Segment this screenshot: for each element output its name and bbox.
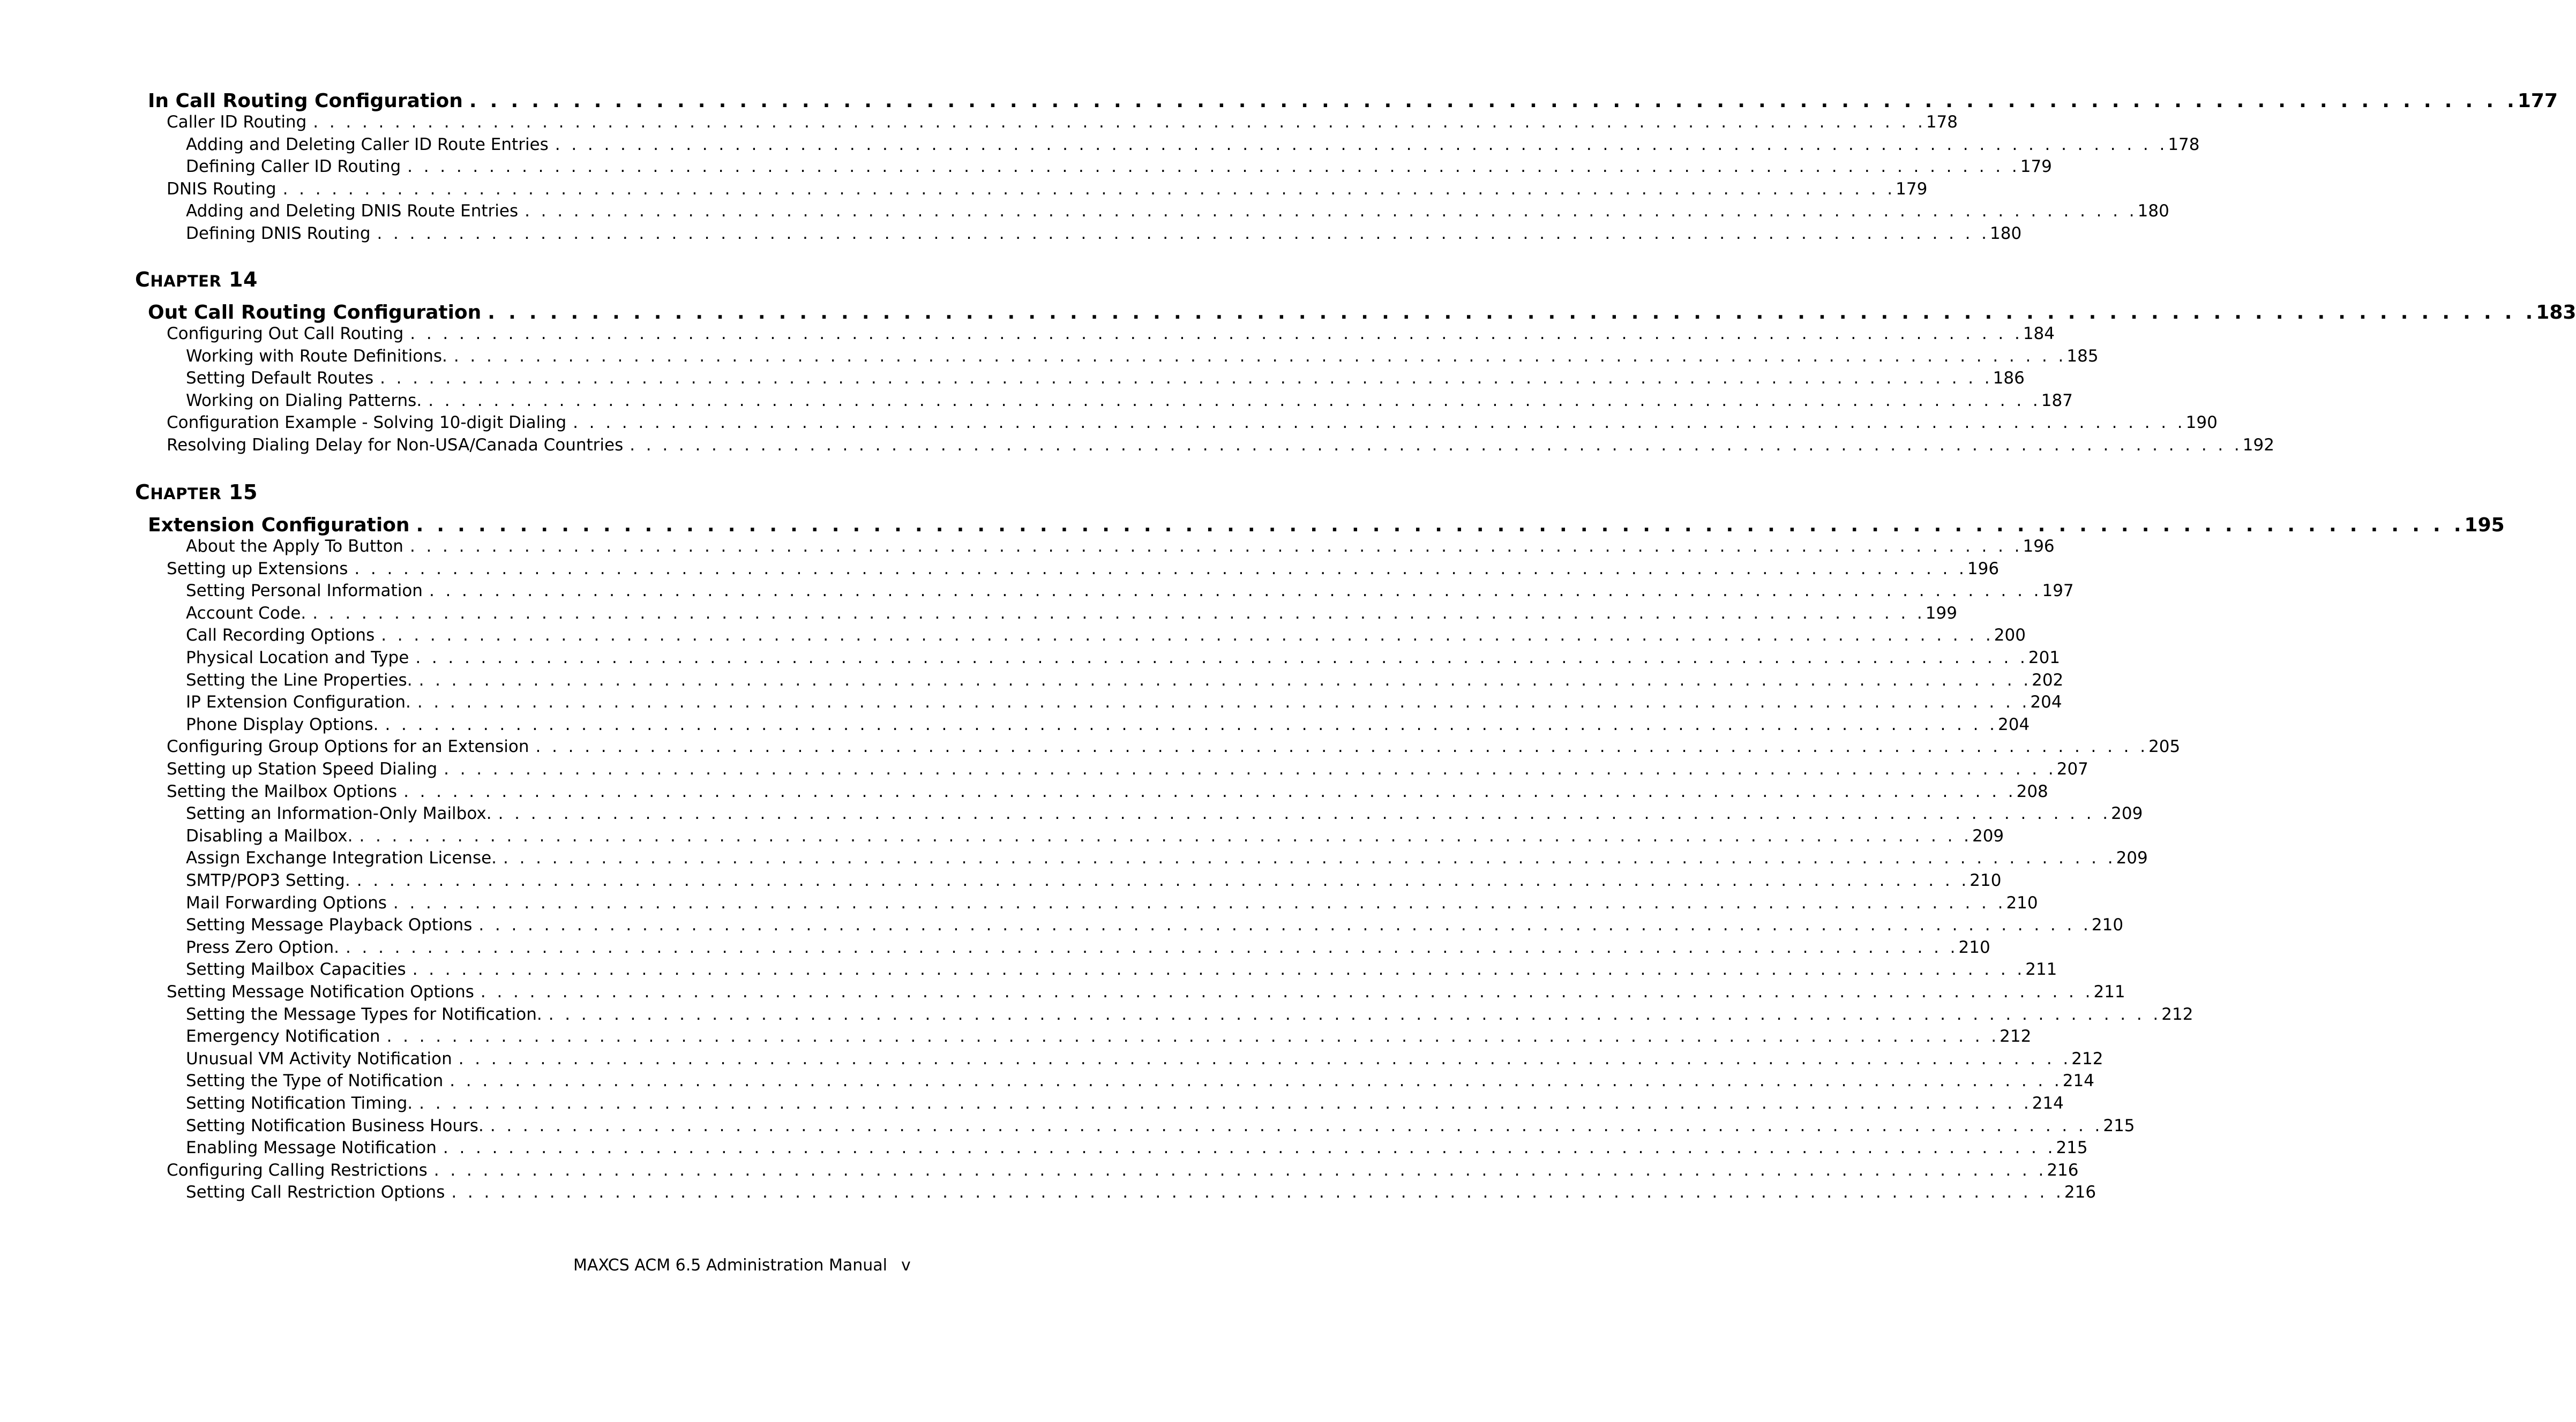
toc-section-entry-title: Setting Message Notification Options [167, 982, 474, 1002]
toc-subsection-entry-page-number: 216 [2064, 1183, 2096, 1202]
toc-subsection-entry-page-number: 197 [2042, 581, 2074, 601]
toc-subsection-entry-title: Phone Display Options. [186, 714, 379, 734]
toc-subsection-entry-page-number: 210 [2006, 893, 2038, 913]
chapter-title-entry[interactable] [148, 90, 2558, 112]
toc-subsection-entry-page-number: 202 [2032, 670, 2064, 690]
toc-subsection-entry-page-number: 209 [1972, 826, 2004, 846]
dot-leader: . . . . . . . . . . . . . . . . . . . . . . . . . . . . . . . . . . . . . . . . . . . . . . . . . . . . . . . . . . . . . . . . . . . . . . . . . . . . . . . . . . . . . . . . . . . . . . . . . . . [428, 390, 2038, 410]
toc-subsection-entry[interactable] [186, 871, 2002, 890]
chapter-title-entry[interactable] [148, 302, 2576, 323]
toc-section-entry-page-number: 211 [2093, 982, 2125, 1002]
dot-leader: . . . . . . . . . . . . . . . . . . . . . . . . . . . . . . . . . . . . . . . . . . . . . . . . . . . . . . . . . . . . . . . . . . . . . . . . . . . . . . . . . . . . . . . . . . . . . . . . . . . [393, 893, 2003, 913]
toc-subsection-entry[interactable] [186, 1094, 2064, 1113]
dot-leader: . . . . . . . . . . . . . . . . . . . . . . . . . . . . . . . . . . . . . . . . . . . . . . . . . . . . . . . . . . . . . . . . . . . . . . . . . . . . . . . . . . . . . . . . . . . . . . . . . . . [450, 1071, 2060, 1091]
chapter-label [135, 480, 258, 504]
toc-section-entry-title: Caller ID Routing [167, 112, 307, 132]
dot-leader: . . . . . . . . . . . . . . . . . . . . . . . . . . . . . . . . . . . . . . . . . . . . . . . . . . . . . . . . . . . . . . . . . . . . . . . . . . . . . . . . . . . . . . . . . . . . . . . . . . . [385, 714, 1995, 734]
toc-subsection-entry[interactable] [186, 937, 1990, 957]
toc-subsection-entry-title: Disabling a Mailbox. [186, 826, 353, 846]
toc-subsection-entry-page-number: 204 [2030, 693, 2062, 712]
toc-subsection-entry-title: Working with Route Definitions. [186, 346, 447, 366]
toc-subsection-entry[interactable] [186, 626, 2026, 645]
toc-subsection-entry[interactable] [186, 960, 2057, 980]
toc-subsection-entry[interactable] [186, 603, 1957, 623]
toc-subsection-entry[interactable] [186, 581, 2074, 601]
chapter-label [135, 268, 258, 291]
dot-leader: . . . . . . . . . . . . . . . . . . . . . . . . . . . . . . . . . . . . . . . . . . . . . . . . . . . . . . . . . . . . . . . . . . . . . . . . . . . . . . . . . . . . . . . . . . . . . . . . . . . [453, 346, 2064, 366]
dot-leader: . . . . . . . . . . . . . . . . . . . . . . . . . . . . . . . . . . . . . . . . . . . . . . . . . . . . . . . . . . . . . . . . . . . . . . . . . . . . . . . . . . . . . . . . . . . . . . . . . . . [282, 179, 1893, 199]
toc-subsection-entry[interactable] [186, 346, 2099, 366]
dot-leader: . . . . . . . . . . . . . . . . . . . . . . . . . . . . . . . . . . . . . . . . . . . . . . . . . . . . . . . . . . . . . . . . . . . . . . . . . . . . . . . . . . . . . . . . . . . . . . . . . . . [409, 537, 2020, 556]
dot-leader: . . . . . . . . . . . . . . . . . . . . . . . . . . . . . . . . . . . . . . . . . . . . . . . . . . . . . . . . . . . . . . . . . . . . . . . . . . . . . . . . . . . . . . . . . . . . . . . . . . . [380, 368, 1990, 388]
toc-subsection-entry[interactable] [186, 201, 2169, 221]
toc-subsection-entry[interactable] [186, 134, 2200, 154]
toc-subsection-entry[interactable] [186, 1116, 2135, 1135]
toc-subsection-entry-page-number: 180 [2137, 201, 2169, 221]
dot-leader: . . . . . . . . . . . . . . . . . . . . . . . . . . . . . . . . . . . . . . . . . . . . . . . . . . . . . . . . . . . . . . . . . . . . . . . . . . . . . . . . . . . . . . . . . . . . . . . . . . . [535, 737, 2146, 757]
toc-subsection-entry[interactable] [186, 714, 2030, 734]
toc-subsection-entry-page-number: 214 [2032, 1094, 2064, 1113]
toc-subsection-entry[interactable] [186, 1004, 2193, 1024]
toc-subsection-entry[interactable] [186, 390, 2073, 410]
toc-subsection-entry-page-number: 201 [2028, 648, 2061, 667]
dot-leader: . . . . . . . . . . . . . . . . . . . . . . . . . . . . . . . . . . . . . . . . . . . . . . . . . . . . . . . . . . . . . . . . . . . . . . . . . . . . . . . . . . . . . . . . . . . . . . . . . . . [415, 648, 2025, 667]
toc-subsection-entry-title: Adding and Deleting Caller ID Route Entries [186, 134, 549, 154]
dot-leader: . . . . . . . . . . . . . . . . . . . . . . . . . . . . . . . . . . . . . . . . . . . . . . . . . . . . . . . . . . . . . . . . . . . . . . . . . . . . . . . . . . . . . . . . . . . . . . . . . . . [354, 559, 1964, 578]
dot-leader: . . . . . . . . . . . . . . . . . . . . . . . . . . . . . . . . . . . . . . . . . . . . . . . . . . . . . . . . . . . . . . . . . . . . . . . . . . . . . . . . . . . . . . . . . . . . . . . . . . . [469, 90, 2514, 112]
dot-leader: . . . . . . . . . . . . . . . . . . . . . . . . . . . . . . . . . . . . . . . . . . . . . . . . . . . . . . . . . . . . . . . . . . . . . . . . . . . . . . . . . . . . . . . . . . . . . . . . . . . [312, 603, 1922, 623]
toc-subsection-entry-page-number: 209 [2111, 804, 2143, 824]
toc-subsection-entry[interactable] [186, 1027, 2032, 1047]
toc-subsection-entry-page-number: 204 [1998, 714, 2030, 734]
dot-leader: . . . . . . . . . . . . . . . . . . . . . . . . . . . . . . . . . . . . . . . . . . . . . . . . . . . . . . . . . . . . . . . . . . . . . . . . . . . . . . . . . . . . . . . . . . . . . . . . . . . [419, 1094, 2029, 1113]
toc-subsection-entry-title: Setting the Line Properties. [186, 670, 413, 690]
toc-subsection-entry[interactable] [186, 1049, 2103, 1069]
dot-leader: . . . . . . . . . . . . . . . . . . . . . . . . . . . . . . . . . . . . . . . . . . . . . . . . . . . . . . . . . . . . . . . . . . . . . . . . . . . . . . . . . . . . . . . . . . . . . . . . . . . [433, 1160, 2044, 1180]
chapter-title-entry-page-number: 183 [2536, 302, 2576, 323]
toc-subsection-entry[interactable] [186, 848, 2148, 868]
toc-subsection-entry[interactable] [186, 648, 2061, 667]
toc-section-entry[interactable] [167, 324, 2055, 343]
toc-section-entry[interactable] [167, 759, 2088, 779]
toc-subsection-entry-title: Setting an Information-Only Mailbox. [186, 804, 492, 824]
chapter-title-entry[interactable] [148, 514, 2505, 536]
toc-section-entry-page-number: 192 [2242, 435, 2274, 455]
dot-leader: . . . . . . . . . . . . . . . . . . . . . . . . . . . . . . . . . . . . . . . . . . . . . . . . . . . . . . . . . . . . . . . . . . . . . . . . . . . . . . . . . . . . . . . . . . . . . . . . . . . [443, 1138, 2053, 1158]
dot-leader: . . . . . . . . . . . . . . . . . . . . . . . . . . . . . . . . . . . . . . . . . . . . . . . . . . . . . . . . . . . . . . . . . . . . . . . . . . . . . . . . . . . . . . . . . . . . . . . . . . . [630, 435, 2240, 455]
toc-section-entry[interactable] [167, 413, 2218, 433]
toc-subsection-entry[interactable] [186, 915, 2124, 935]
toc-subsection-entry-page-number: 185 [2066, 346, 2099, 366]
toc-subsection-entry-page-number: 212 [2161, 1004, 2193, 1024]
chapter-label-initial: C [135, 268, 151, 291]
toc-section-entry-title: Configuring Calling Restrictions [167, 1160, 428, 1180]
toc-section-entry[interactable] [167, 781, 2048, 801]
dot-leader: . . . . . . . . . . . . . . . . . . . . . . . . . . . . . . . . . . . . . . . . . . . . . . . . . . . . . . . . . . . . . . . . . . . . . . . . . . . . . . . . . . . . . . . . . . . . . . . . . . . [488, 302, 2533, 323]
dot-leader: . . . . . . . . . . . . . . . . . . . . . . . . . . . . . . . . . . . . . . . . . . . . . . . . . . . . . . . . . . . . . . . . . . . . . . . . . . . . . . . . . . . . . . . . . . . . . . . . . . . [490, 1116, 2100, 1135]
toc-section-entry-title: Resolving Dialing Delay for Non-USA/Canada Countries [167, 435, 624, 455]
toc-subsection-entry-page-number: 187 [2041, 390, 2073, 410]
toc-subsection-entry-page-number: 212 [2071, 1049, 2103, 1069]
chapter-title-entry-page-number: 177 [2517, 90, 2558, 112]
toc-section-entry-title: Configuring Out Call Routing [167, 324, 404, 343]
toc-subsection-entry-page-number: 215 [2103, 1116, 2135, 1135]
dot-leader: . . . . . . . . . . . . . . . . . . . . . . . . . . . . . . . . . . . . . . . . . . . . . . . . . . . . . . . . . . . . . . . . . . . . . . . . . . . . . . . . . . . . . . . . . . . . . . . . . . . [345, 937, 1956, 957]
toc-subsection-entry-title: Setting the Message Types for Notification. [186, 1004, 542, 1024]
toc-section-entry[interactable] [167, 112, 1958, 132]
toc-subsection-entry-title: Enabling Message Notification [186, 1138, 437, 1158]
toc-section-entry-title: Setting the Mailbox Options [167, 781, 398, 801]
toc-subsection-entry-title: About the Apply To Button [186, 537, 403, 556]
toc-section-entry-page-number: 207 [2056, 759, 2088, 779]
dot-leader: . . . . . . . . . . . . . . . . . . . . . . . . . . . . . . . . . . . . . . . . . . . . . . . . . . . . . . . . . . . . . . . . . . . . . . . . . . . . . . . . . . . . . . . . . . . . . . . . . . . [403, 781, 2013, 801]
dot-leader: . . . . . . . . . . . . . . . . . . . . . . . . . . . . . . . . . . . . . . . . . . . . . . . . . . . . . . . . . . . . . . . . . . . . . . . . . . . . . . . . . . . . . . . . . . . . . . . . . . . [555, 134, 2165, 154]
toc-section-entry-page-number: 208 [2016, 781, 2048, 801]
dot-leader: . . . . . . . . . . . . . . . . . . . . . . . . . . . . . . . . . . . . . . . . . . . . . . . . . . . . . . . . . . . . . . . . . . . . . . . . . . . . . . . . . . . . . . . . . . . . . . . . . . . [444, 759, 2054, 779]
toc-subsection-entry[interactable] [186, 1183, 2096, 1202]
dot-leader: . . . . . . . . . . . . . . . . . . . . . . . . . . . . . . . . . . . . . . . . . . . . . . . . . . . . . . . . . . . . . . . . . . . . . . . . . . . . . . . . . . . . . . . . . . . . . . . . . . . [503, 848, 2113, 868]
toc-section-entry[interactable] [167, 982, 2125, 1002]
toc-subsection-entry-page-number: 209 [2116, 848, 2148, 868]
toc-subsection-entry[interactable] [186, 1071, 2094, 1091]
toc-subsection-entry-page-number: 200 [1994, 626, 2026, 645]
toc-section-entry-page-number: 184 [2023, 324, 2055, 343]
toc-section-entry-page-number: 179 [1896, 179, 1928, 199]
dot-leader: . . . . . . . . . . . . . . . . . . . . . . . . . . . . . . . . . . . . . . . . . . . . . . . . . . . . . . . . . . . . . . . . . . . . . . . . . . . . . . . . . . . . . . . . . . . . . . . . . . . [407, 157, 2017, 177]
chapter-title-entry-title: Extension Configuration [148, 514, 410, 536]
footer-manual-title: MAXCS ACM 6.5 Administration Manual [573, 1256, 887, 1275]
toc-subsection-entry-title: Setting Message Playback Options [186, 915, 473, 935]
toc-subsection-entry-title: SMTP/POP3 Setting. [186, 871, 350, 890]
toc-subsection-entry-title: IP Extension Configuration. [186, 693, 411, 712]
dot-leader: . . . . . . . . . . . . . . . . . . . . . . . . . . . . . . . . . . . . . . . . . . . . . . . . . . . . . . . . . . . . . . . . . . . . . . . . . . . . . . . . . . . . . . . . . . . . . . . . . . . [412, 960, 2023, 980]
toc-subsection-entry-title: Adding and Deleting DNIS Route Entries [186, 201, 519, 221]
toc-subsection-entry-title: Setting Notification Business Hours. [186, 1116, 484, 1135]
toc-section-entry-page-number: 216 [2047, 1160, 2079, 1180]
toc-section-entry-page-number: 190 [2185, 413, 2218, 433]
toc-subsection-entry-page-number: 179 [2020, 157, 2052, 177]
chapter-label-initial: C [135, 480, 151, 504]
toc-subsection-entry-title: Setting Mailbox Capacities [186, 960, 406, 980]
dot-leader: . . . . . . . . . . . . . . . . . . . . . . . . . . . . . . . . . . . . . . . . . . . . . . . . . . . . . . . . . . . . . . . . . . . . . . . . . . . . . . . . . . . . . . . . . . . . . . . . . . . [377, 224, 1987, 243]
toc-subsection-entry-page-number: 212 [2000, 1027, 2032, 1047]
dot-leader: . . . . . . . . . . . . . . . . . . . . . . . . . . . . . . . . . . . . . . . . . . . . . . . . . . . . . . . . . . . . . . . . . . . . . . . . . . . . . . . . . . . . . . . . . . . . . . . . . . . [480, 982, 2091, 1002]
toc-subsection-entry-title: Assign Exchange Integration License. [186, 848, 497, 868]
toc-subsection-entry-title: Physical Location and Type [186, 648, 409, 667]
toc-section-entry[interactable] [167, 737, 2181, 757]
dot-leader: . . . . . . . . . . . . . . . . . . . . . . . . . . . . . . . . . . . . . . . . . . . . . . . . . . . . . . . . . . . . . . . . . . . . . . . . . . . . . . . . . . . . . . . . . . . . . . . . . . . [381, 626, 1991, 645]
toc-subsection-entry-title: Defining Caller ID Routing [186, 157, 401, 177]
toc-subsection-entry-title: Unusual VM Activity Notification [186, 1049, 452, 1069]
dot-leader: . . . . . . . . . . . . . . . . . . . . . . . . . . . . . . . . . . . . . . . . . . . . . . . . . . . . . . . . . . . . . . . . . . . . . . . . . . . . . . . . . . . . . . . . . . . . . . . . . . . [498, 804, 2108, 824]
chapter-number: 15 [229, 480, 258, 504]
toc-subsection-entry[interactable] [186, 157, 2052, 177]
toc-subsection-entry-page-number: 215 [2056, 1138, 2088, 1158]
toc-subsection-entry-page-number: 178 [2168, 134, 2200, 154]
toc-section-entry-page-number: 196 [1967, 559, 2000, 578]
toc-subsection-entry[interactable] [186, 1138, 2088, 1158]
toc-subsection-entry-title: Mail Forwarding Options [186, 893, 387, 913]
toc-subsection-entry-page-number: 196 [2023, 537, 2055, 556]
toc-section-entry-page-number: 205 [2148, 737, 2181, 757]
dot-leader: . . . . . . . . . . . . . . . . . . . . . . . . . . . . . . . . . . . . . . . . . . . . . . . . . . . . . . . . . . . . . . . . . . . . . . . . . . . . . . . . . . . . . . . . . . . . . . . . . . . [525, 201, 2135, 221]
chapter-number: 14 [229, 268, 258, 291]
toc-subsection-entry[interactable] [186, 224, 2022, 243]
toc-subsection-entry[interactable] [186, 670, 2064, 690]
toc-subsection-entry-page-number: 180 [1990, 224, 2022, 243]
dot-leader: . . . . . . . . . . . . . . . . . . . . . . . . . . . . . . . . . . . . . . . . . . . . . . . . . . . . . . . . . . . . . . . . . . . . . . . . . . . . . . . . . . . . . . . . . . . . . . . . . . . [386, 1027, 1997, 1047]
toc-subsection-entry-title: Working on Dialing Patterns. [186, 390, 422, 410]
dot-leader: . . . . . . . . . . . . . . . . . . . . . . . . . . . . . . . . . . . . . . . . . . . . . . . . . . . . . . . . . . . . . . . . . . . . . . . . . . . . . . . . . . . . . . . . . . . . . . . . . . . [573, 413, 2183, 433]
dot-leader: . . . . . . . . . . . . . . . . . . . . . . . . . . . . . . . . . . . . . . . . . . . . . . . . . . . . . . . . . . . . . . . . . . . . . . . . . . . . . . . . . . . . . . . . . . . . . . . . . . . [313, 112, 1923, 132]
toc-subsection-entry-title: Setting Call Restriction Options [186, 1183, 445, 1202]
chapter-title-entry-title: Out Call Routing Configuration [148, 302, 482, 323]
toc-subsection-entry-title: Press Zero Option. [186, 937, 339, 957]
toc-section-entry-title: Setting up Station Speed Dialing [167, 759, 438, 779]
chapter-title-entry-page-number: 195 [2464, 514, 2505, 536]
toc-subsection-entry-page-number: 210 [2091, 915, 2124, 935]
toc-subsection-entry-title: Setting Personal Information [186, 581, 423, 601]
dot-leader: . . . . . . . . . . . . . . . . . . . . . . . . . . . . . . . . . . . . . . . . . . . . . . . . . . . . . . . . . . . . . . . . . . . . . . . . . . . . . . . . . . . . . . . . . . . . . . . . . . . [356, 871, 1967, 890]
toc-subsection-entry-page-number: 214 [2062, 1071, 2094, 1091]
toc-subsection-entry-page-number: 199 [1925, 603, 1957, 623]
page-footer [573, 1256, 911, 1275]
dot-leader: . . . . . . . . . . . . . . . . . . . . . . . . . . . . . . . . . . . . . . . . . . . . . . . . . . . . . . . . . . . . . . . . . . . . . . . . . . . . . . . . . . . . . . . . . . . . . . . . . . . [417, 693, 2027, 712]
toc-section-entry[interactable] [167, 559, 2000, 578]
toc-subsection-entry-page-number: 210 [1970, 871, 2002, 890]
toc-subsection-entry-page-number: 186 [1993, 368, 2025, 388]
toc-subsection-entry[interactable] [186, 893, 2038, 913]
toc-subsection-entry-title: Account Code. [186, 603, 306, 623]
toc-section-entry[interactable] [167, 1160, 2079, 1180]
toc-subsection-entry-title: Setting Notification Timing. [186, 1094, 413, 1113]
toc-subsection-entry[interactable] [186, 804, 2143, 824]
dot-leader: . . . . . . . . . . . . . . . . . . . . . . . . . . . . . . . . . . . . . . . . . . . . . . . . . . . . . . . . . . . . . . . . . . . . . . . . . . . . . . . . . . . . . . . . . . . . . . . . . . . [416, 514, 2461, 536]
toc-section-entry-title: DNIS Routing [167, 179, 276, 199]
footer-page-number: v [901, 1256, 911, 1275]
dot-leader: . . . . . . . . . . . . . . . . . . . . . . . . . . . . . . . . . . . . . . . . . . . . . . . . . . . . . . . . . . . . . . . . . . . . . . . . . . . . . . . . . . . . . . . . . . . . . . . . . . . [451, 1183, 2061, 1202]
dot-leader: . . . . . . . . . . . . . . . . . . . . . . . . . . . . . . . . . . . . . . . . . . . . . . . . . . . . . . . . . . . . . . . . . . . . . . . . . . . . . . . . . . . . . . . . . . . . . . . . . . . [418, 670, 2029, 690]
toc-subsection-entry[interactable] [186, 537, 2055, 556]
chapter-title-entry-title: In Call Routing Configuration [148, 90, 463, 112]
toc-subsection-entry-page-number: 211 [2025, 960, 2057, 980]
toc-subsection-entry-title: Setting Default Routes [186, 368, 374, 388]
toc-subsection-entry-title: Emergency Notification [186, 1027, 380, 1047]
toc-section-entry-title: Configuring Group Options for an Extension [167, 737, 529, 757]
toc-subsection-entry-title: Defining DNIS Routing [186, 224, 371, 243]
dot-leader: . . . . . . . . . . . . . . . . . . . . . . . . . . . . . . . . . . . . . . . . . . . . . . . . . . . . . . . . . . . . . . . . . . . . . . . . . . . . . . . . . . . . . . . . . . . . . . . . . . . [410, 324, 2020, 343]
toc-subsection-entry[interactable] [186, 368, 2025, 388]
dot-leader: . . . . . . . . . . . . . . . . . . . . . . . . . . . . . . . . . . . . . . . . . . . . . . . . . . . . . . . . . . . . . . . . . . . . . . . . . . . . . . . . . . . . . . . . . . . . . . . . . . . [458, 1049, 2069, 1069]
dot-leader: . . . . . . . . . . . . . . . . . . . . . . . . . . . . . . . . . . . . . . . . . . . . . . . . . . . . . . . . . . . . . . . . . . . . . . . . . . . . . . . . . . . . . . . . . . . . . . . . . . . [478, 915, 2088, 935]
toc-subsection-entry[interactable] [186, 826, 2004, 846]
toc-section-entry-title: Setting up Extensions [167, 559, 348, 578]
toc-section-entry[interactable] [167, 435, 2274, 455]
dot-leader: . . . . . . . . . . . . . . . . . . . . . . . . . . . . . . . . . . . . . . . . . . . . . . . . . . . . . . . . . . . . . . . . . . . . . . . . . . . . . . . . . . . . . . . . . . . . . . . . . . . [548, 1004, 2159, 1024]
toc-subsection-entry-title: Setting the Type of Notification [186, 1071, 444, 1091]
toc-section-entry-title: Configuration Example - Solving 10-digit Dialing [167, 413, 567, 433]
dot-leader: . . . . . . . . . . . . . . . . . . . . . . . . . . . . . . . . . . . . . . . . . . . . . . . . . . . . . . . . . . . . . . . . . . . . . . . . . . . . . . . . . . . . . . . . . . . . . . . . . . . [429, 581, 2039, 601]
chapter-label-word: HAPTER [150, 485, 222, 503]
toc-section-entry[interactable] [167, 179, 1928, 199]
toc-subsection-entry-title: Call Recording Options [186, 626, 375, 645]
dot-leader: . . . . . . . . . . . . . . . . . . . . . . . . . . . . . . . . . . . . . . . . . . . . . . . . . . . . . . . . . . . . . . . . . . . . . . . . . . . . . . . . . . . . . . . . . . . . . . . . . . . [359, 826, 1969, 846]
toc-section-entry-page-number: 178 [1926, 112, 1958, 132]
toc-subsection-entry-page-number: 210 [1958, 937, 1990, 957]
chapter-label-word: HAPTER [150, 272, 222, 290]
toc-subsection-entry[interactable] [186, 693, 2062, 712]
